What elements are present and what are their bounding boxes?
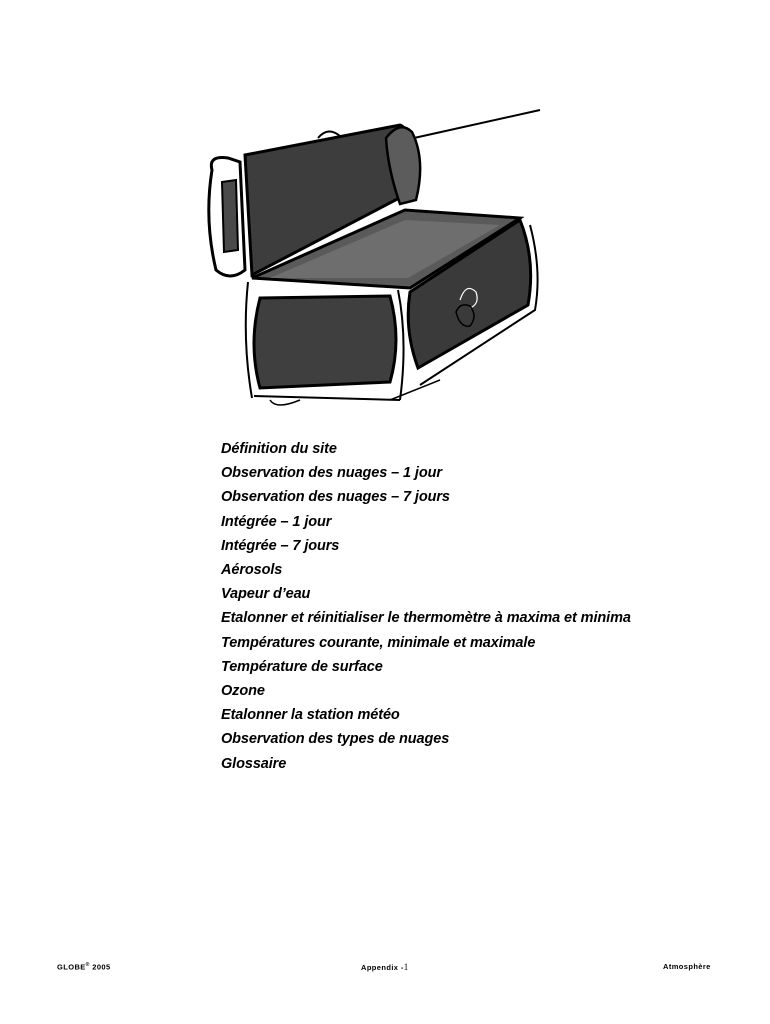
toc-item: Définition du site	[221, 441, 337, 457]
footer-page-label	[361, 962, 409, 972]
toc-item: Aérosols	[221, 562, 283, 579]
toc-item: Intégrée – 7 jours	[221, 537, 340, 554]
registered-mark: ®	[85, 962, 90, 968]
toc-item: Ozone	[221, 683, 265, 700]
toc-item: Etalonner la station météo	[221, 707, 400, 724]
toc-item: Intégrée – 1 jour	[221, 513, 332, 530]
table-of-contents	[221, 437, 631, 776]
footer-appendix-label: Appendix -	[361, 963, 404, 972]
treasure-chest-illustration	[190, 100, 550, 410]
footer-copyright	[57, 962, 111, 972]
footer-brand: GLOBE	[57, 962, 86, 972]
footer-year: 2005	[92, 962, 111, 972]
toc-item: Etalonner et réinitialiser le thermomètre à maxima et minima	[221, 610, 631, 627]
toc-item: Observation des types de nuages	[221, 731, 450, 748]
footer-section: Atmosphère	[663, 962, 711, 971]
toc-item: Glossaire	[221, 755, 287, 772]
toc-item: Observation des nuages – 1 jour	[221, 465, 442, 482]
toc-item: Température de surface	[221, 658, 383, 675]
toc-item: Vapeur d’eau	[221, 586, 311, 603]
toc-item: Observation des nuages – 7 jours	[221, 489, 450, 506]
footer-page-number: 1	[403, 962, 409, 972]
toc-item: Températures courante, minimale et maximale	[221, 634, 536, 651]
